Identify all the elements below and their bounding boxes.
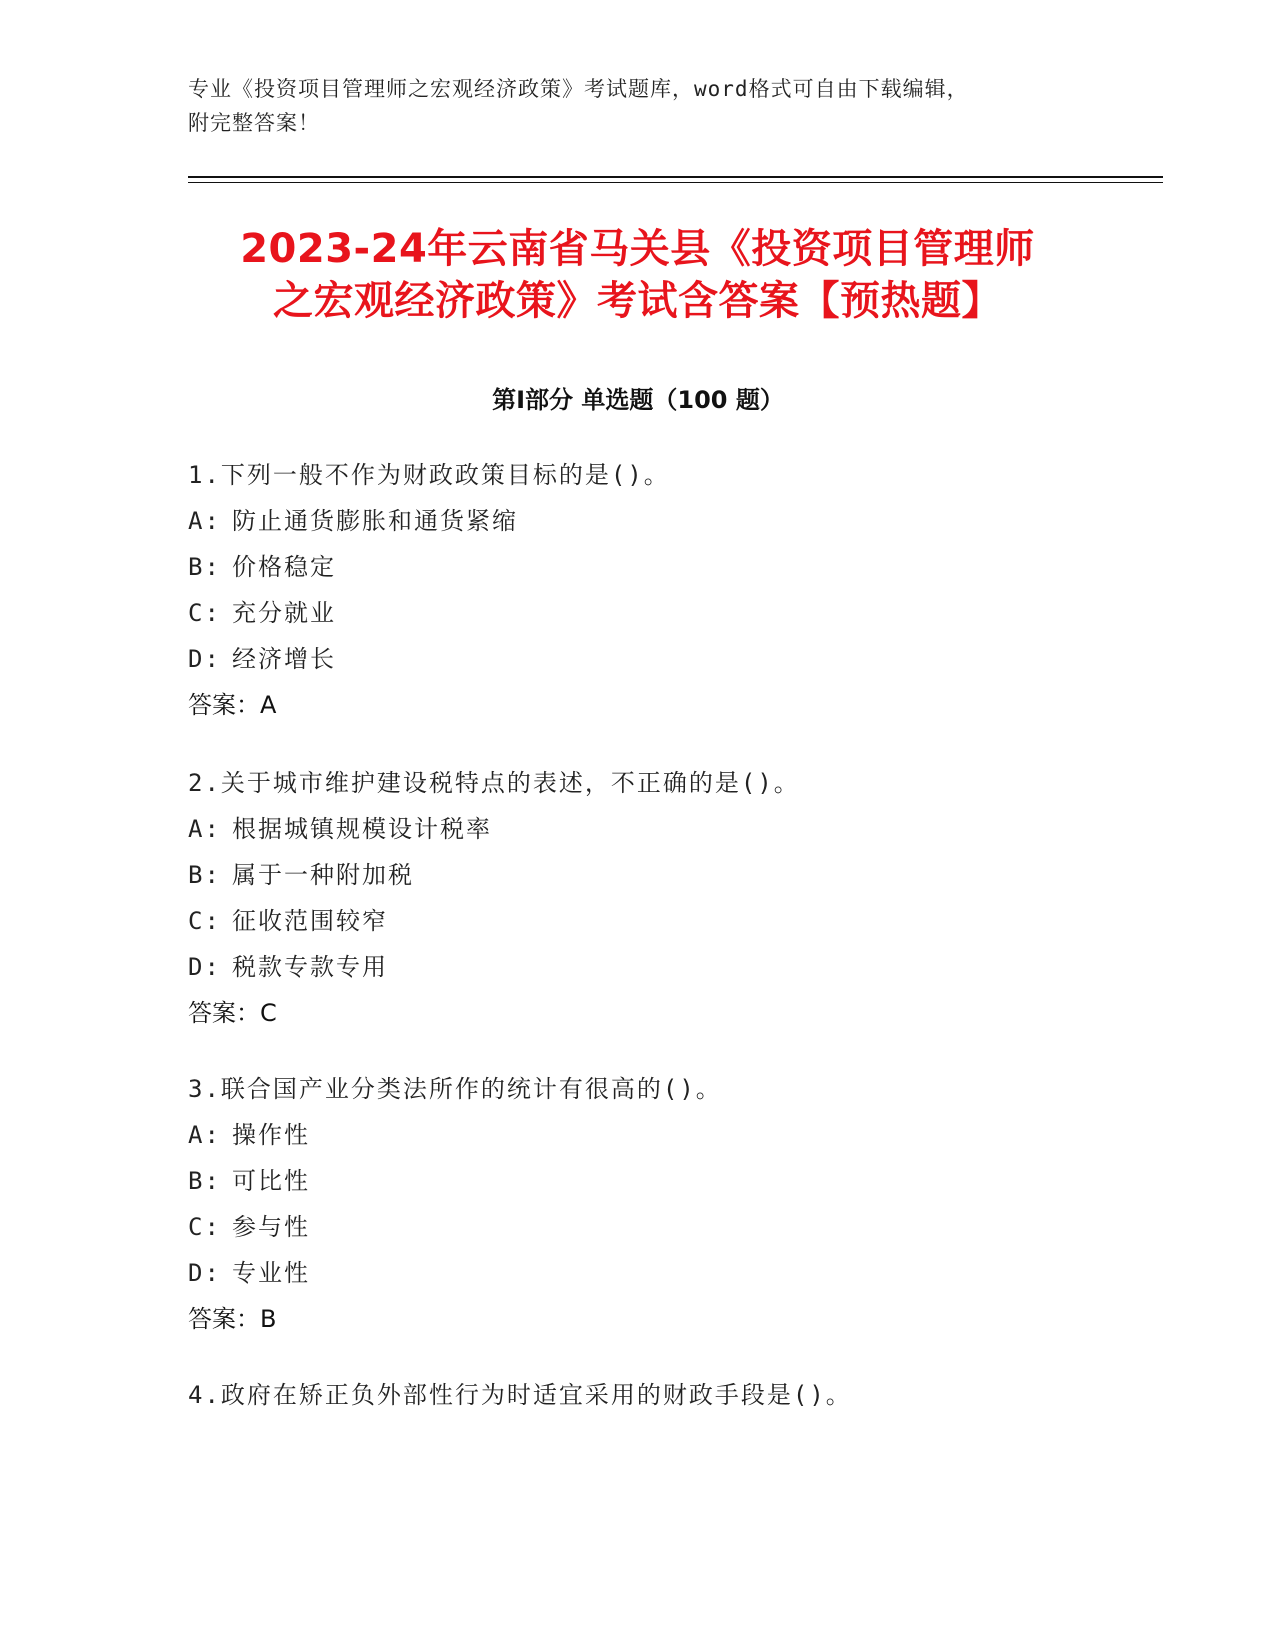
section-heading: 第Ⅰ部分 单选题（100 题） bbox=[492, 386, 784, 414]
option-text: 经济增长 bbox=[232, 645, 336, 673]
option-letter: C: bbox=[188, 1213, 221, 1241]
header-note-line-1: 专业《投资项目管理师之宏观经济政策》考试题库，word格式可自由下载编辑， bbox=[188, 77, 969, 101]
option-letter: B: bbox=[188, 861, 221, 889]
document-title-line-2: 之宏观经济政策》考试含答案【预热题】 bbox=[273, 278, 1002, 324]
question-4 bbox=[188, 1372, 1138, 1418]
option-text: 防止通货膨胀和通货紧缩 bbox=[232, 507, 518, 535]
answer: 答案：C bbox=[188, 999, 277, 1027]
question-stem: 1.下列一般不作为财政政策目标的是()。 bbox=[188, 461, 670, 489]
question-1 bbox=[188, 452, 1138, 728]
option-c bbox=[188, 898, 1138, 944]
question-stem: 3.联合国产业分类法所作的统计有很高的()。 bbox=[188, 1075, 722, 1103]
option-c bbox=[188, 590, 1138, 636]
option-text: 充分就业 bbox=[232, 599, 336, 627]
option-letter: A: bbox=[188, 507, 221, 535]
option-letter: D: bbox=[188, 1259, 221, 1287]
document-title-line-1: 2023-24年云南省马关县《投资项目管理师 bbox=[240, 226, 1035, 272]
option-text: 可比性 bbox=[232, 1167, 310, 1195]
option-letter: D: bbox=[188, 645, 221, 673]
option-letter: D: bbox=[188, 953, 221, 981]
question-2 bbox=[188, 760, 1138, 1036]
option-b bbox=[188, 852, 1138, 898]
answer: 答案：B bbox=[188, 1305, 277, 1333]
option-d bbox=[188, 636, 1138, 682]
document-title bbox=[150, 223, 1125, 327]
option-b bbox=[188, 1158, 1138, 1204]
header-divider-thin bbox=[188, 182, 1163, 183]
option-text: 专业性 bbox=[232, 1259, 310, 1287]
option-text: 价格稳定 bbox=[232, 553, 336, 581]
answer: 答案：A bbox=[188, 691, 277, 719]
option-c bbox=[188, 1204, 1138, 1250]
option-text: 征收范围较窄 bbox=[232, 907, 388, 935]
option-text: 税款专款专用 bbox=[232, 953, 388, 981]
header-note bbox=[188, 72, 1088, 140]
option-text: 属于一种附加税 bbox=[232, 861, 414, 889]
option-text: 操作性 bbox=[232, 1121, 310, 1149]
question-stem: 2.关于城市维护建设税特点的表述，不正确的是()。 bbox=[188, 769, 800, 797]
header-note-line-2: 附完整答案！ bbox=[188, 111, 320, 135]
option-text: 根据城镇规模设计税率 bbox=[232, 815, 492, 843]
option-letter: C: bbox=[188, 907, 221, 935]
option-letter: C: bbox=[188, 599, 221, 627]
question-stem: 4.政府在矫正负外部性行为时适宜采用的财政手段是()。 bbox=[188, 1381, 852, 1409]
header-divider-thick bbox=[188, 176, 1163, 178]
option-a bbox=[188, 1112, 1138, 1158]
option-d bbox=[188, 944, 1138, 990]
option-b bbox=[188, 544, 1138, 590]
option-letter: B: bbox=[188, 553, 221, 581]
option-a bbox=[188, 498, 1138, 544]
question-3 bbox=[188, 1066, 1138, 1342]
option-a bbox=[188, 806, 1138, 852]
option-text: 参与性 bbox=[232, 1213, 310, 1241]
option-letter: A: bbox=[188, 815, 221, 843]
option-letter: A: bbox=[188, 1121, 221, 1149]
option-d bbox=[188, 1250, 1138, 1296]
option-letter: B: bbox=[188, 1167, 221, 1195]
